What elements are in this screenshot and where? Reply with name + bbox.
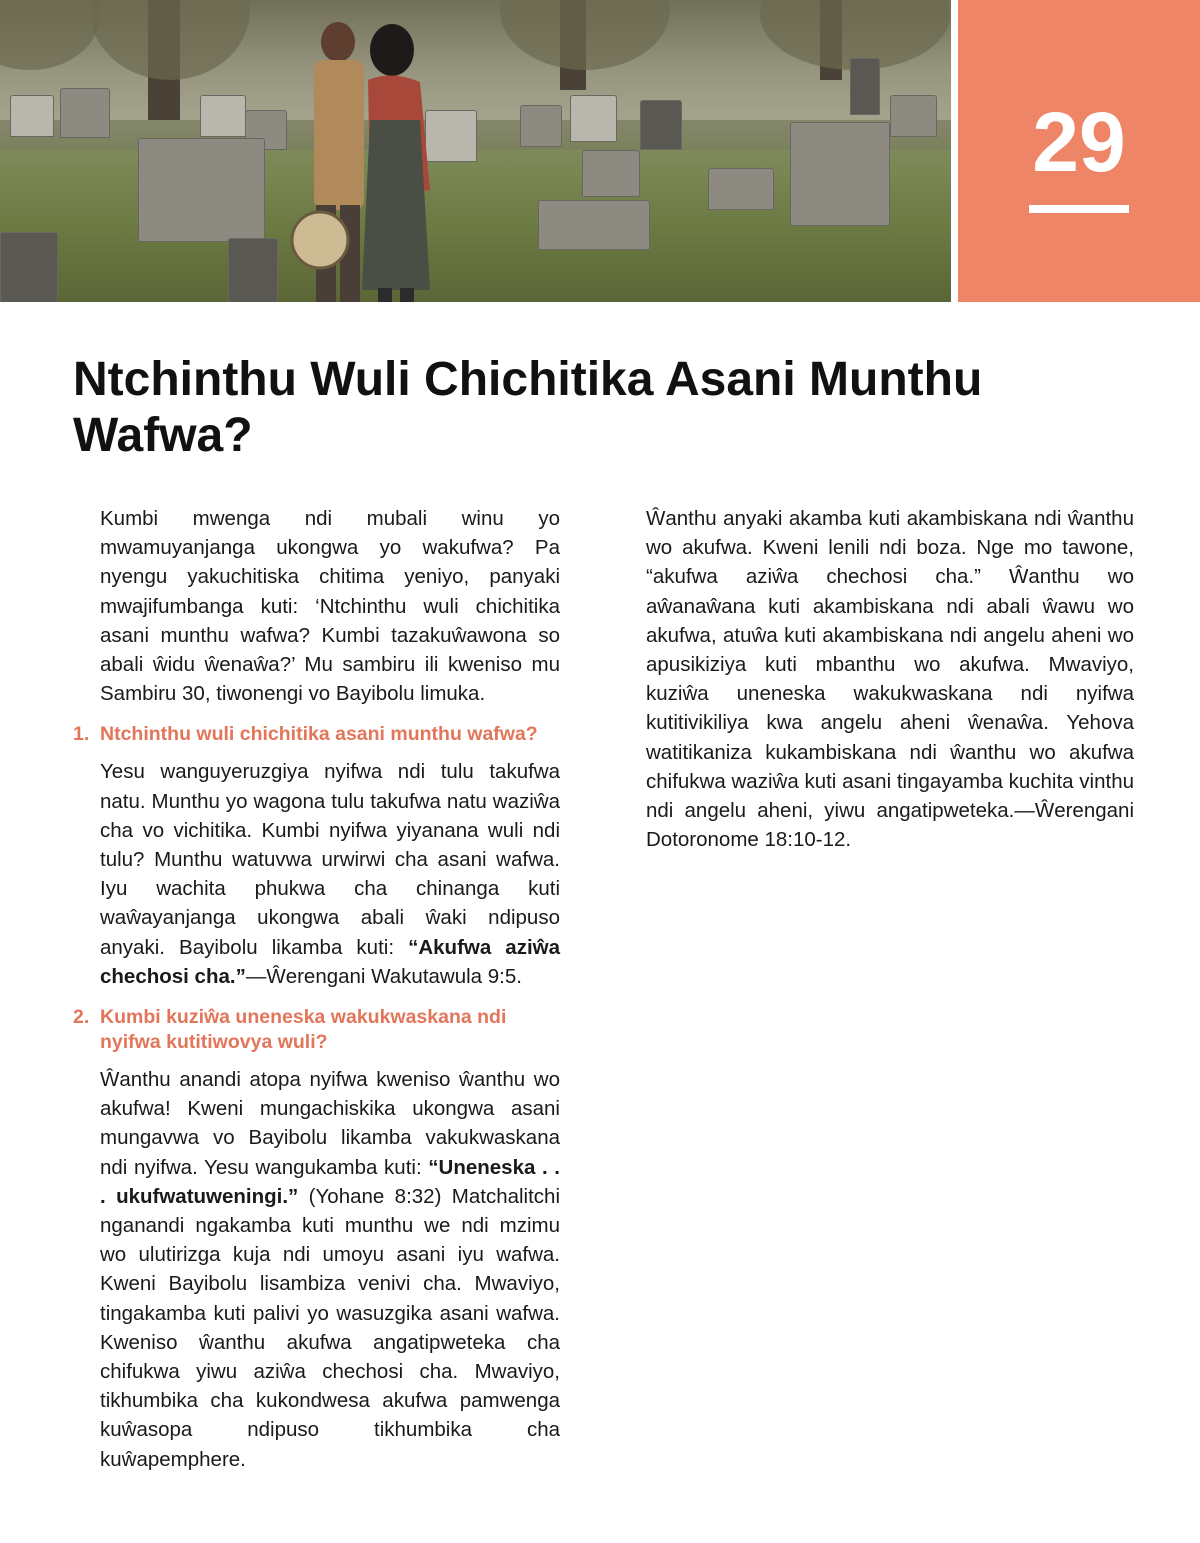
headstone-skinner (790, 122, 890, 226)
paragraph-text: Yesu wanguyeruzgiya nyifwa ndi tulu takufwa natu. Munthu yo wagona tulu takufwa natu waziŵa cha vo vichitika. Kumbi nyifwa yiyanana wuli ndi tulu? Munthu watuvwa urwirwi cha asani wafwa. Iyu wachita phukwa cha chinanga kuti waŵayanjanga ukongwa abali ŵaki ndipuso anyaki. Bayibolu likamba kuti: (100, 760, 560, 959)
headstone (850, 58, 880, 115)
headstone (60, 88, 110, 138)
headstone (10, 95, 54, 137)
chapter-number: 29 (1032, 95, 1126, 189)
chapter-number-block (958, 0, 1200, 302)
question-number: 2. (73, 1006, 90, 1029)
section-2-paragraph-2: Ŵanthu anyaki akamba kuti akambiskana ndi ŵanthu wo akufwa. Kweni lenili ndi boza. Nge mo tawone, “akufwa aziŵa chechosi cha.” Ŵanthu wo aŵanaŵana kuti akambiskana ndi abali ŵawu wo akufwa, atuŵa kuti akambiskana ndi angelu aheni wo apusikiziya kuti mbanthu wo akufwa. Mwaviyo, kuziŵa uneneska wakukwaskana ndi nyifwa kutitivikiliya kwa angelu aheni ŵenaŵa. Yehova watitikaniza kukambiskana ndi ŵanthu wo akufwa chifukwa waziŵa kuti asani tingayamba kuchita vinthu ndi angelu aheni, yiwu angatipweteka.—Ŵerengani Dotoronome 18:10-12. (646, 507, 1134, 852)
section-2-paragraph (73, 1065, 560, 1474)
headstone (228, 238, 278, 302)
headstone (0, 232, 58, 302)
question-text: Ntchinthu wuli chichitika asani munthu wafwa? (100, 723, 538, 746)
hero-photo (0, 0, 951, 302)
right-column (646, 504, 1134, 864)
scripture-reference: —Ŵerengani Wakutawula 9:5. (245, 964, 522, 988)
headstone (582, 150, 640, 197)
headstone (640, 100, 682, 150)
headstone (890, 95, 937, 137)
question-text: Kumbi kuziŵa uneneska wakukwaskana ndi nyifwa kutitiwovya wuli? (100, 1006, 507, 1054)
section-1-paragraph (73, 757, 560, 991)
couple-figures (280, 20, 470, 302)
question-1 (73, 722, 560, 747)
headstone (520, 105, 562, 147)
headstone (570, 95, 617, 142)
scripture-quote: “Akufwa aziŵa chechosi cha.” (100, 935, 561, 988)
paragraph-text-continued: (Yohane 8:32) Matchalitchi nganandi ngakamba kuti munthu we ndi mzimu wo ulutirizga kuja ndi umoyu asani iyu wafwa. Kweni Bayibolu lisambiza venivi cha. Mwaviyo, tingakamba kuti palivi yo wasuzgika asani wafwa. Kweniso ŵanthu akufwa angatipweteka cha chifukwa yiwu aziŵa chechosi cha. Mwaviyo, tikhumbika cha kukondwesa akufwa pamwenga kuŵasopa ndipuso tikhumbika cha kuŵapemphere. (100, 1184, 561, 1471)
question-2 (73, 1005, 560, 1055)
question-number: 1. (73, 723, 90, 746)
headstone (200, 95, 246, 137)
headstone-goode (138, 138, 265, 242)
chapter-number-underline (1029, 205, 1129, 213)
headstone-jung (538, 200, 650, 250)
intro-paragraph: Kumbi mwenga ndi mubali winu yo mwamuyanjanga ukongwa yo wakufwa? Pa nyengu yakuchitiska chitima yeniyo, panyaki mwajifumbanga kuti: ‘Ntchinthu wuli chichitika asani munthu wafwa? Kumbi tazakuŵawona so abali ŵidu ŵenaŵa?’ Mu sambiru ili kweniso mu Sambiru 30, tiwonengi vo Bayibolu limuka. (100, 507, 560, 706)
scripture-quote: “Uneneska . . . ukufwatuweningi.” (100, 1155, 560, 1208)
page-title: Ntchinthu Wuli Chichitika Asani Munthu Wafwa? (73, 353, 983, 462)
paragraph-text: Ŵanthu anandi atopa nyifwa kweniso ŵanthu wo akufwa! Kweni mungachiskika ukongwa asani mungavwa vo Bayibolu likamba vakukwaskana ndi nyifwa. Yesu wangukamba kuti: (100, 1068, 560, 1179)
left-column (73, 504, 560, 1484)
headstone (708, 168, 774, 210)
